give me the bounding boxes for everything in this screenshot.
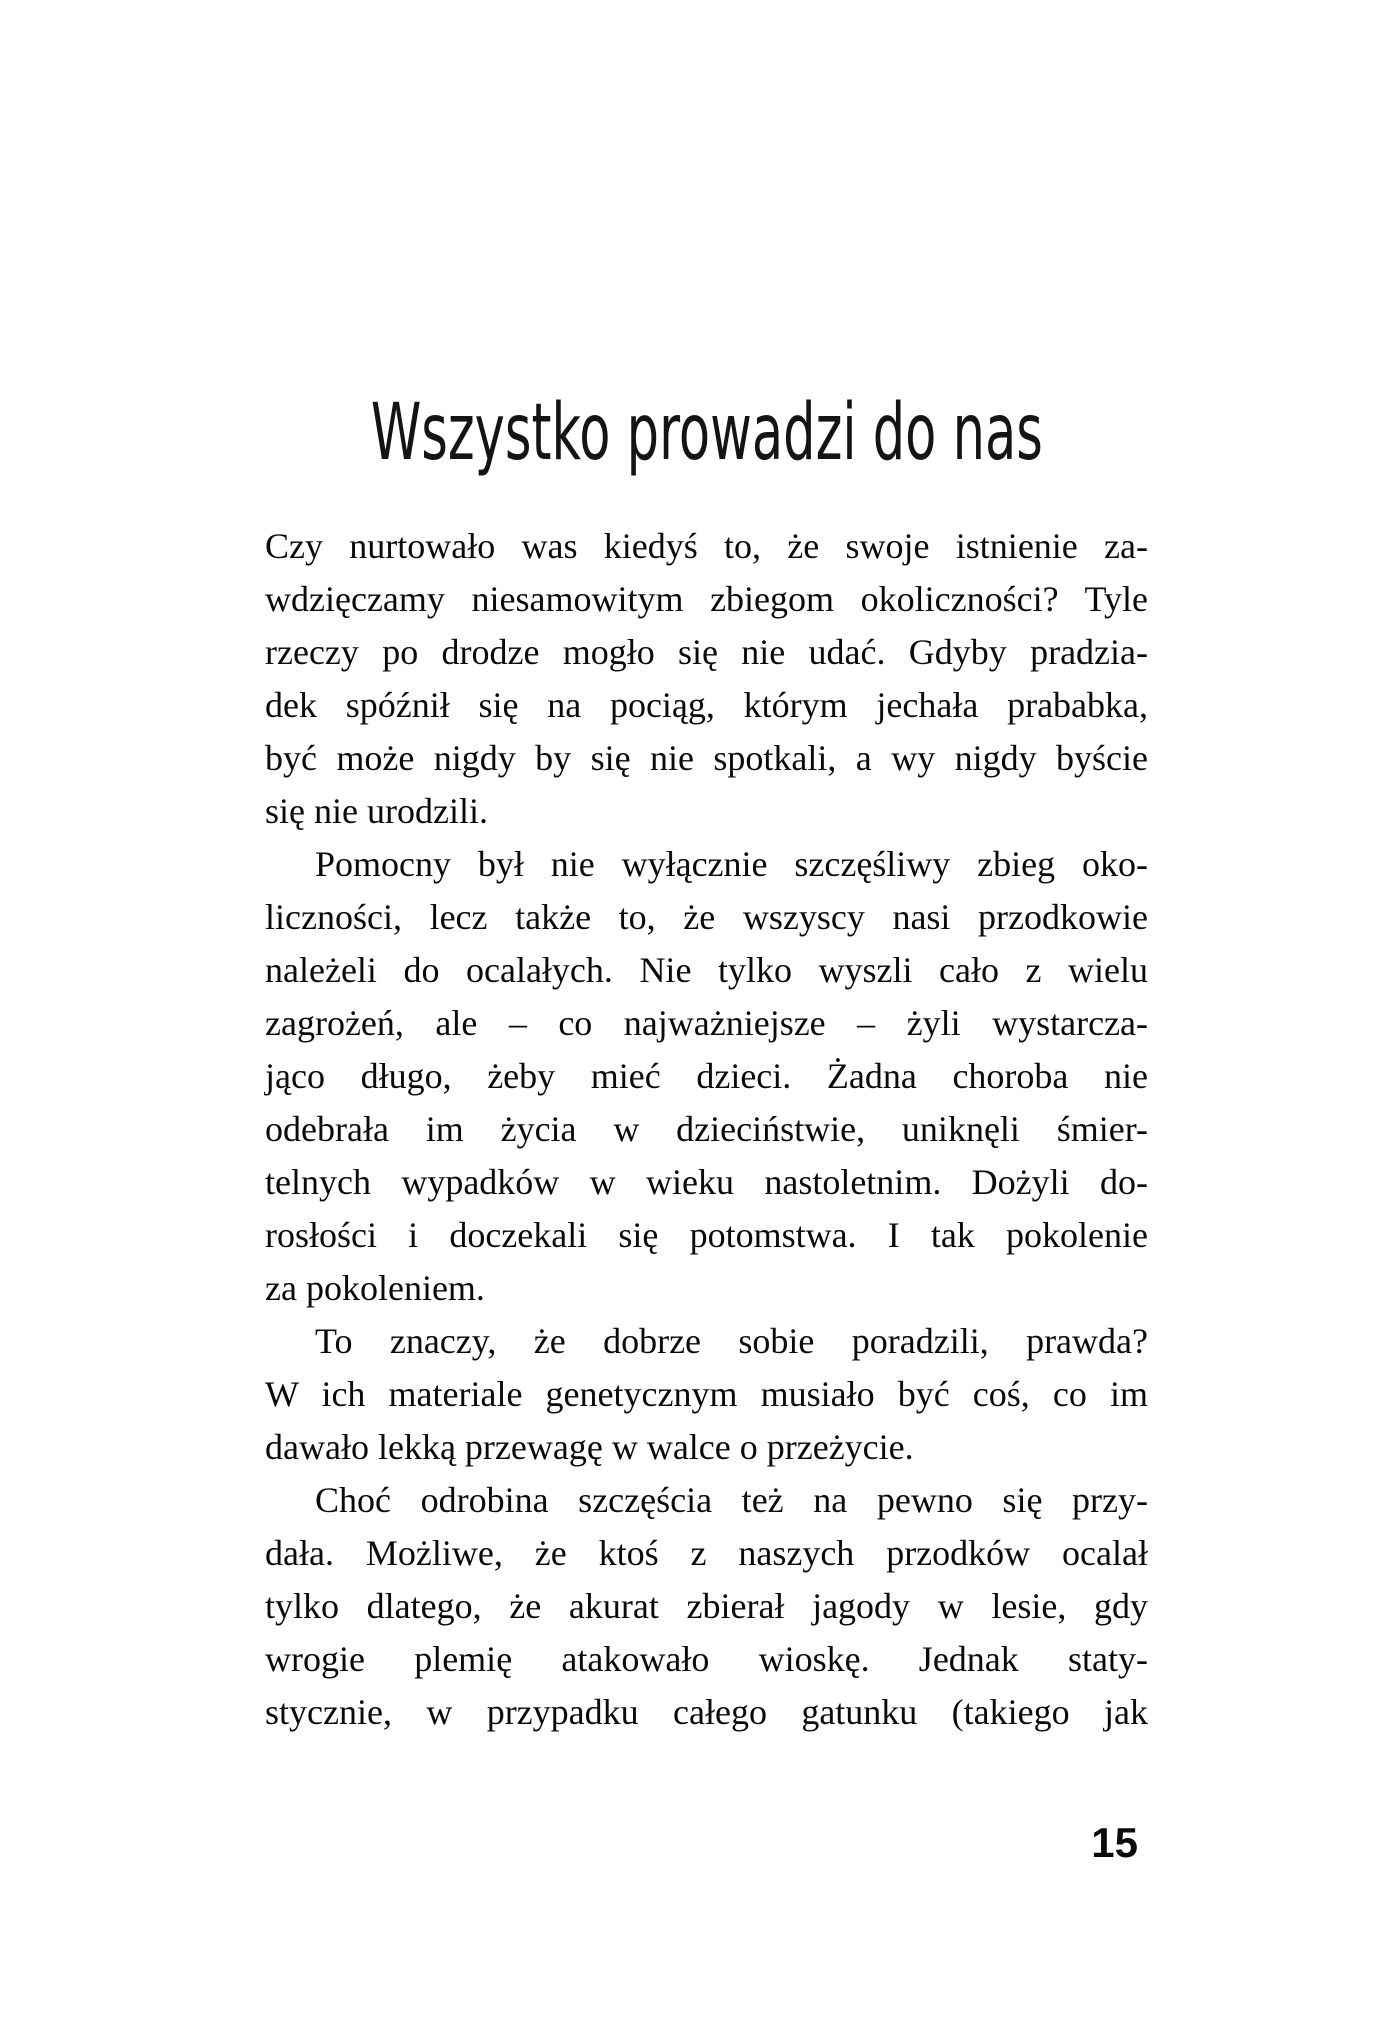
text-line: dek spóźnił się na pociąg, którym jechała prababka, bbox=[265, 685, 1148, 725]
text-line: To znaczy, że dobrze sobie poradzili, prawda? bbox=[315, 1321, 1148, 1361]
text-line: dała. Możliwe, że ktoś z naszych przodków ocalał bbox=[265, 1533, 1148, 1573]
text-line: odebrała im życia w dzieciństwie, uniknęli śmier- bbox=[265, 1109, 1148, 1149]
text-line: jąco długo, żeby mieć dzieci. Żadna choroba nie bbox=[265, 1056, 1148, 1096]
text-line: stycznie, w przypadku całego gatunku (takiego jak bbox=[265, 1692, 1148, 1732]
text-line: dawało lekką przewagę w walce o przeżycie. bbox=[265, 1427, 914, 1467]
text-line: W ich materiale genetycznym musiało być coś, co im bbox=[265, 1374, 1148, 1414]
text-line: rosłości i doczekali się potomstwa. I tak pokolenie bbox=[265, 1215, 1148, 1255]
body-text bbox=[265, 520, 1148, 1739]
text-line: telnych wypadków w wieku nastoletnim. Dożyli do- bbox=[265, 1162, 1148, 1202]
chapter-title bbox=[265, 386, 1148, 479]
text-line: należeli do ocalałych. Nie tylko wyszli cało z wielu bbox=[265, 950, 1148, 990]
text-line: tylko dlatego, że akurat zbierał jagody w lesie, gdy bbox=[265, 1586, 1148, 1626]
text-line: zagrożeń, ale – co najważniejsze – żyli wystarcza- bbox=[265, 1003, 1148, 1043]
text-line: liczności, lecz także to, że wszyscy nasi przodkowie bbox=[265, 897, 1148, 937]
text-line: rzeczy po drodze mogło się nie udać. Gdyby pradzia- bbox=[265, 632, 1148, 672]
text-line: wdzięczamy niesamowitym zbiegom okoliczności? Tyle bbox=[265, 579, 1148, 619]
text-line: być może nigdy by się nie spotkali, a wy nigdy byście bbox=[265, 738, 1148, 778]
text-line: się nie urodzili. bbox=[265, 791, 488, 831]
text-line: Choć odrobina szczęścia też na pewno się przy- bbox=[315, 1480, 1148, 1520]
text-line: wrogie plemię atakowało wioskę. Jednak staty- bbox=[265, 1639, 1148, 1679]
page-number: 15 bbox=[1091, 1819, 1138, 1866]
chapter-title-text: Wszystko prowadzi do nas bbox=[370, 386, 1043, 479]
text-line: za pokoleniem. bbox=[265, 1268, 485, 1308]
text-line: Czy nurtowało was kiedyś to, że swoje istnienie za- bbox=[265, 526, 1148, 566]
text-line: Pomocny był nie wyłącznie szczęśliwy zbieg oko- bbox=[315, 844, 1148, 884]
